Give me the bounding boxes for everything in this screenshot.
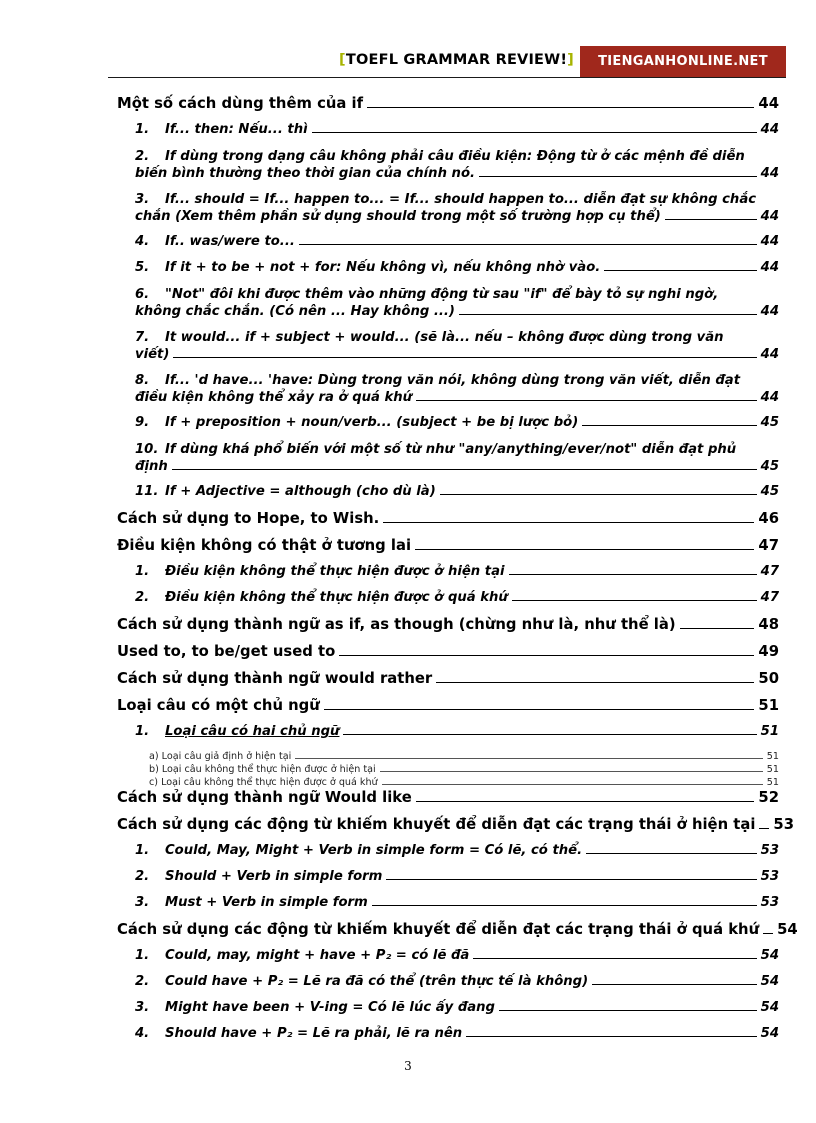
- toc-entry-number: 5.: [135, 260, 150, 275]
- toc-entry-line2: [135, 346, 779, 363]
- toc-entry-text-cont: biến bình thường theo thời gian của chính nó.: [135, 166, 476, 181]
- toc-entry-line1: [135, 441, 779, 458]
- toc-page-number: 53: [760, 869, 779, 884]
- toc-leader: [173, 357, 756, 358]
- toc-page-number: 47: [760, 590, 779, 605]
- toc-entry-number: 1.: [135, 564, 150, 579]
- toc-entry-label: Điều kiện không có thật ở tương lai: [117, 537, 412, 554]
- toc-page-number: 44: [760, 347, 779, 362]
- toc-heading[interactable]: [117, 537, 779, 564]
- toc-entry-wrapped[interactable]: [117, 191, 779, 225]
- toc-entry-line1: [135, 191, 779, 208]
- toc-entry-number: 1.: [135, 948, 150, 963]
- toc-heading-text: [117, 697, 320, 715]
- toc-heading[interactable]: [117, 616, 779, 643]
- toc-leader: [415, 549, 754, 550]
- toc-entry-text-cont: chắn (Xem thêm phần sử dụng should trong một số trường hợp cụ thể): [135, 209, 661, 224]
- toc-leader: [372, 905, 757, 906]
- toc-subentry[interactable]: [117, 750, 779, 763]
- toc-heading[interactable]: [117, 816, 794, 843]
- toc-entry-number: 4.: [135, 1026, 150, 1041]
- toc-entry-text-cont: viết): [135, 347, 170, 362]
- toc-entry-text: [135, 948, 469, 963]
- toc-entry-line1: [135, 329, 779, 346]
- toc-entry-number: 2.: [135, 869, 150, 884]
- toc-entry-label: Cách sử dụng các động từ khiếm khuyết để diễn đạt các trạng thái ở quá khứ: [117, 921, 760, 938]
- toc-leader: [680, 628, 755, 629]
- toc-heading[interactable]: [117, 670, 779, 697]
- toc-heading-text: [117, 616, 676, 634]
- toc-entry-label: c) Loại câu không thể thực hiện được ở quá khứ: [149, 777, 378, 788]
- toc-entry[interactable]: [117, 234, 779, 260]
- toc-leader: [380, 771, 763, 772]
- toc-entry-text: If dùng khá phổ biến với một số từ như "any/anything/ever/not" diễn đạt phủ: [165, 442, 737, 457]
- toc-entry-text: [135, 895, 368, 910]
- toc-entry-label: Could, may, might + have + P₂ = có lẽ đã: [165, 948, 470, 963]
- toc-leader: [466, 1036, 756, 1037]
- toc-page-number: 53: [773, 816, 794, 833]
- toc-leader: [416, 400, 757, 401]
- toc-heading[interactable]: [117, 510, 779, 537]
- toc-entry-number: 2.: [135, 149, 150, 164]
- toc-entry-label: Should have + P₂ = Lẽ ra phải, lẽ ra nên: [165, 1026, 463, 1041]
- toc-page-number: 53: [760, 895, 779, 910]
- toc-entry-line1: [135, 286, 779, 303]
- toc-entry-number: 3.: [135, 192, 150, 207]
- toc-page-number: 44: [760, 260, 779, 275]
- toc-subentry[interactable]: [117, 763, 779, 776]
- site-badge[interactable]: TIENGANHONLINE.NET: [580, 46, 786, 78]
- toc-leader: [312, 132, 757, 133]
- toc-page-number: 46: [758, 510, 779, 527]
- toc-page-number: 45: [760, 484, 779, 499]
- toc-entry-wrapped[interactable]: [117, 148, 779, 182]
- toc-leader: [324, 709, 755, 710]
- toc-leader: [367, 107, 754, 108]
- toc-entry-line1: [135, 148, 779, 165]
- toc-page-number: 44: [760, 234, 779, 249]
- toc-entry-text: [135, 1000, 495, 1015]
- toc-leader: [295, 758, 763, 759]
- toc-entry[interactable]: [117, 1000, 779, 1026]
- toc-leader: [582, 425, 756, 426]
- toc-entry-text: It would... if + subject + would... (sẽ là... nếu – không được dùng trong văn: [165, 330, 724, 345]
- toc-page-number: 44: [760, 209, 779, 224]
- toc-page-number: 45: [760, 459, 779, 474]
- toc-page-number: 51: [758, 697, 779, 714]
- toc-page-number: 53: [760, 843, 779, 858]
- toc-leader: [509, 574, 757, 575]
- toc-entry-number: 4.: [135, 234, 150, 249]
- toc-entry[interactable]: [117, 484, 779, 510]
- toc-entry-number: 1.: [135, 122, 150, 137]
- toc-entry-text: [135, 415, 578, 430]
- toc-leader: [383, 522, 754, 523]
- toc-entry-label: Cách sử dụng các động từ khiếm khuyết để diễn đạt các trạng thái ở hiện tại: [117, 816, 756, 833]
- toc-leader: [386, 879, 756, 880]
- toc-entry-number: 8.: [135, 373, 150, 388]
- toc-entry-label: If.. was/were to...: [165, 234, 295, 249]
- toc-heading-text: [117, 643, 335, 661]
- toc-entry[interactable]: [117, 1026, 779, 1052]
- toc-entry-number: 7.: [135, 330, 150, 345]
- toc-leader: [440, 494, 757, 495]
- toc-entry-wrapped[interactable]: [117, 372, 779, 406]
- toc-entry-text: [135, 974, 588, 989]
- toc-heading[interactable]: [117, 95, 779, 122]
- toc-entry-wrapped[interactable]: [117, 441, 779, 475]
- toc-entry[interactable]: [117, 843, 779, 869]
- toc-entry-text-cont: định: [135, 459, 168, 474]
- toc-entry-number: 1.: [135, 843, 150, 858]
- toc-entry-label: b) Loại câu không thể thực hiện được ở hiện tại: [149, 764, 376, 775]
- toc-page-number: 54: [760, 1000, 779, 1015]
- toc-entry-line1: [135, 372, 779, 389]
- toc-entry-label: Loại câu có một chủ ngữ: [117, 697, 320, 714]
- toc-leader: [459, 314, 757, 315]
- header-title: [339, 52, 574, 68]
- toc-leader: [382, 784, 763, 785]
- toc-entry-label: Điều kiện không thể thực hiện được ở hiện tại: [165, 564, 505, 579]
- open-bracket: [: [339, 52, 346, 68]
- toc-entry-label: Cách sử dụng to Hope, to Wish.: [117, 510, 380, 527]
- toc-entry[interactable]: [117, 724, 779, 750]
- toc-entry-text: If... 'd have... 'have: Dùng trong văn nói, không dùng trong văn viết, diễn đạt: [165, 373, 741, 388]
- toc-page-number: 52: [758, 789, 779, 806]
- toc-entry[interactable]: [117, 564, 779, 590]
- toc-entry-text-cont: không chắc chắn. (Có nên ... Hay không ...): [135, 304, 455, 319]
- toc-leader: [479, 176, 757, 177]
- toc-entry-number: 2.: [135, 974, 150, 989]
- toc-entry-text: [135, 564, 505, 579]
- toc-entry-label: a) Loại câu giả định ở hiện tại: [149, 751, 292, 762]
- toc-subentry-text: [149, 750, 291, 763]
- toc-leader: [665, 219, 757, 220]
- toc-entry[interactable]: [117, 895, 779, 921]
- toc-entry-line2: [135, 389, 779, 406]
- toc-entry-line2: [135, 165, 779, 182]
- toc-entry-text: [135, 122, 308, 137]
- toc-entry-number: 6.: [135, 287, 150, 302]
- toc-entry-number: 3.: [135, 1000, 150, 1015]
- toc-entry-text: If dùng trong dạng câu không phải câu điều kiện: Động từ ở các mệnh đề diễn: [165, 149, 745, 164]
- toc-page-number: 44: [760, 390, 779, 405]
- toc-page-number: 51: [766, 751, 779, 762]
- toc-entry-label: Could, May, Might + Verb in simple form = Có lẽ, có thể.: [165, 843, 583, 858]
- toc-leader: [512, 600, 757, 601]
- toc-heading-text: [117, 816, 755, 834]
- toc-entry[interactable]: [117, 260, 779, 286]
- toc-entry-label: If + Adjective = although (cho dù là): [165, 484, 436, 499]
- toc-entry-label: Must + Verb in simple form: [165, 895, 368, 910]
- toc-page-number: 44: [760, 304, 779, 319]
- toc-page-number: 47: [760, 564, 779, 579]
- toc-subentry-text: [149, 763, 376, 776]
- toc-entry-label: If + preposition + noun/verb... (subject + be bị lược bỏ): [165, 415, 579, 430]
- toc-page-number: 47: [758, 537, 779, 554]
- toc-entry-number: 9.: [135, 415, 150, 430]
- toc-entry-number: 3.: [135, 895, 150, 910]
- toc-leader: [436, 682, 754, 683]
- toc-heading[interactable]: [117, 921, 798, 948]
- toc-entry-label: Used to, to be/get used to: [117, 643, 336, 660]
- toc-subentry-text: [149, 776, 378, 789]
- toc-heading-text: [117, 537, 411, 555]
- toc-leader: [339, 655, 754, 656]
- toc-page-number: 49: [758, 643, 779, 660]
- toc-page-number: 54: [760, 1026, 779, 1041]
- table-of-contents: [117, 95, 798, 1052]
- toc-entry-label: Một số cách dùng thêm của if: [117, 95, 364, 112]
- toc-heading-text: [117, 789, 412, 807]
- toc-heading[interactable]: [117, 697, 779, 724]
- toc-heading-text: [117, 921, 759, 939]
- toc-heading[interactable]: [117, 789, 779, 816]
- toc-entry-text: [135, 843, 582, 858]
- toc-page-number: 54: [760, 948, 779, 963]
- toc-page-number: 51: [766, 764, 779, 775]
- toc-page-number: 44: [760, 166, 779, 181]
- close-bracket: ]: [567, 52, 574, 68]
- toc-leader: [343, 734, 756, 735]
- toc-entry-text: [135, 234, 295, 249]
- page-header: [108, 44, 786, 78]
- toc-leader: [592, 984, 757, 985]
- toc-page-number: 51: [760, 724, 779, 739]
- toc-page-number: 50: [758, 670, 779, 687]
- toc-page-number: 44: [760, 122, 779, 137]
- toc-entry-number: 1.: [135, 724, 150, 739]
- toc-page-number: 45: [760, 415, 779, 430]
- toc-entry-number: 10.: [135, 442, 159, 457]
- toc-heading-text: [117, 510, 379, 528]
- toc-entry-text: [135, 1026, 462, 1041]
- toc-page-number: 48: [758, 616, 779, 633]
- toc-entry-text-cont: điều kiện không thể xảy ra ở quá khứ: [135, 390, 413, 405]
- toc-page-number: 54: [760, 974, 779, 989]
- toc-entry-wrapped[interactable]: [117, 286, 779, 320]
- toc-heading-text: [117, 670, 432, 688]
- toc-entry-label: Cách sử dụng thành ngữ Would like: [117, 789, 412, 806]
- toc-leader: [586, 853, 757, 854]
- toc-entry[interactable]: [117, 948, 779, 974]
- toc-entry-text: [135, 724, 339, 739]
- toc-entry-line2: [135, 208, 779, 225]
- toc-leader: [473, 958, 756, 959]
- toc-leader: [499, 1010, 757, 1011]
- toc-entry-number: 11.: [135, 484, 159, 499]
- toc-entry-label: Could have + P₂ = Lẽ ra đã có thể (trên thực tế là không): [165, 974, 589, 989]
- toc-subentry[interactable]: [117, 776, 779, 789]
- toc-leader: [172, 469, 757, 470]
- toc-entry-line2: [135, 303, 779, 320]
- toc-entry-label: Loại câu có hai chủ ngữ: [165, 724, 340, 739]
- toc-entry[interactable]: [117, 590, 779, 616]
- toc-heading[interactable]: [117, 643, 779, 670]
- toc-entry-text: If... should = If... happen to... = If... should happen to... diễn đạt sự không chắc: [165, 192, 757, 207]
- toc-entry-text: [135, 869, 382, 884]
- toc-leader: [763, 933, 773, 934]
- toc-entry-text: [135, 590, 508, 605]
- toc-leader: [299, 244, 757, 245]
- toc-entry[interactable]: [117, 869, 779, 895]
- toc-entry-line2: [135, 458, 779, 475]
- header-rule: [108, 77, 786, 78]
- toc-entry-label: Should + Verb in simple form: [165, 869, 383, 884]
- toc-entry-text: [135, 260, 600, 275]
- toc-page-number: 44: [758, 95, 779, 112]
- toc-entry-label: Điều kiện không thể thực hiện được ở quá khứ: [165, 590, 508, 605]
- toc-entry-label: If... then: Nếu... thì: [165, 122, 308, 137]
- toc-entry[interactable]: [117, 415, 779, 441]
- toc-entry-text: "Not" đôi khi được thêm vào những động từ sau "if" để bày tỏ sự nghi ngờ,: [165, 287, 719, 302]
- toc-leader: [759, 828, 769, 829]
- page-number: 3: [404, 1059, 412, 1073]
- toc-entry-text: [135, 484, 436, 499]
- toc-entry-label: Might have been + V-ing = Có lẽ lúc ấy đang: [165, 1000, 495, 1015]
- toc-entry[interactable]: [117, 122, 779, 148]
- header-title-text: TOEFL GRAMMAR REVIEW!: [345, 52, 568, 68]
- toc-entry-number: 2.: [135, 590, 150, 605]
- toc-page-number: 54: [777, 921, 798, 938]
- toc-entry-label: Cách sử dụng thành ngữ would rather: [117, 670, 433, 687]
- toc-leader: [416, 801, 755, 802]
- toc-heading-text: [117, 95, 363, 113]
- toc-entry-wrapped[interactable]: [117, 329, 779, 363]
- toc-entry-label: If it + to be + not + for: Nếu không vì, nếu không nhờ vào.: [165, 260, 601, 275]
- toc-entry-label: Cách sử dụng thành ngữ as if, as though (chừng như là, như thể là): [117, 616, 676, 633]
- toc-entry[interactable]: [117, 974, 779, 1000]
- toc-leader: [604, 270, 756, 271]
- toc-page-number: 51: [766, 777, 779, 788]
